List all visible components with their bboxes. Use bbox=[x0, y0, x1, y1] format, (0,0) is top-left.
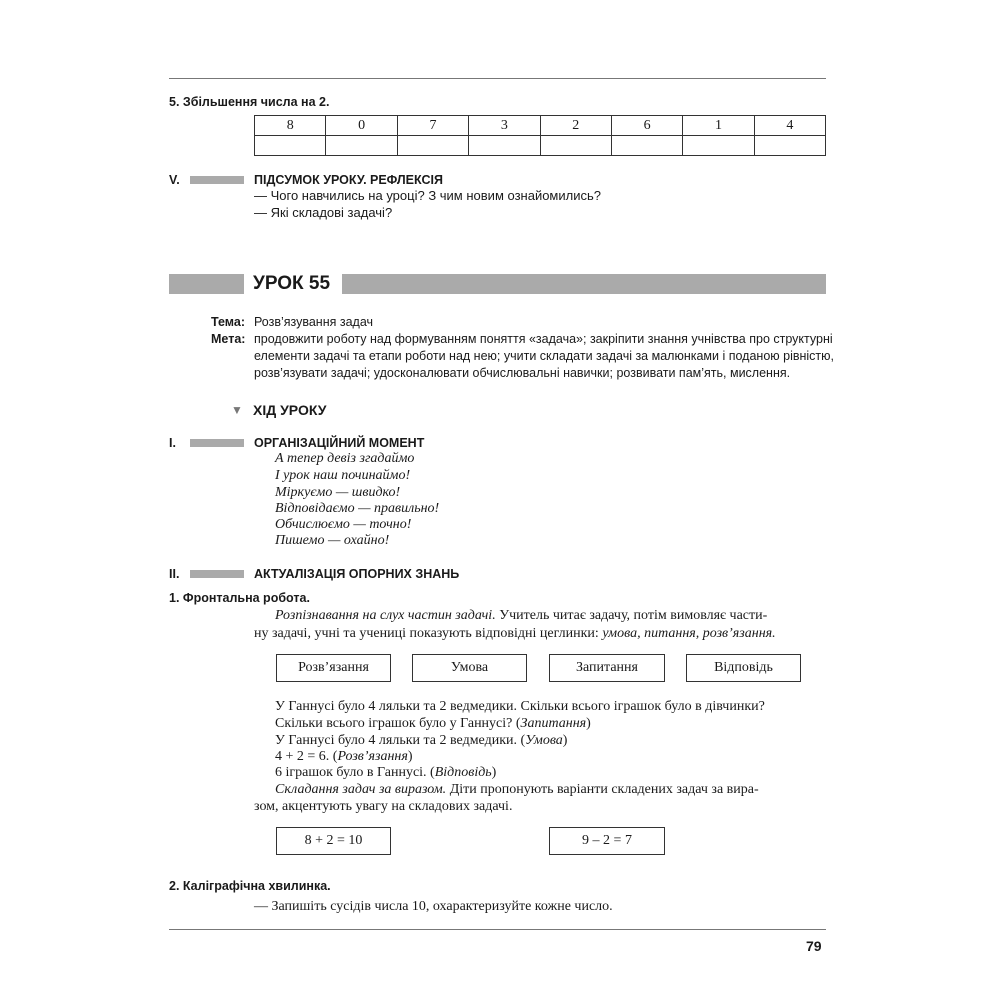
course-title: ХІД УРОКУ bbox=[253, 402, 327, 418]
numbers-table bbox=[254, 115, 826, 156]
task-line-5 bbox=[275, 765, 496, 781]
paragraph-1-italic: Розпізнавання на слух частин задачі. bbox=[275, 608, 496, 623]
paragraph-1-line-2 bbox=[254, 626, 776, 642]
answer-cell bbox=[255, 136, 326, 156]
section-v-title: ПІДСУМОК УРОКУ. РЕФЛЕКСІЯ bbox=[254, 173, 443, 187]
close-paren: ) bbox=[562, 733, 568, 748]
goal-line-2: елементи задачі та етапи роботи над нею; учити складати задачі за малюнками і поданою рівністю, bbox=[254, 349, 834, 363]
expression-box-1: 8 + 2 = 10 bbox=[276, 827, 391, 855]
top-rule bbox=[169, 78, 826, 79]
goal-line-1: продовжити роботу над формуванням поняття «задача»; закріпити знання учнівства про структурні bbox=[254, 332, 833, 346]
answer-cell bbox=[540, 136, 611, 156]
task-line-3-text: У Ганнусі було 4 ляльки та 2 ведмедики. ( bbox=[275, 733, 526, 748]
poem-line-2: І урок наш починаймо! bbox=[275, 468, 411, 483]
paragraph-2-text: Діти пропонують варіанти складених задач за вира- bbox=[446, 782, 759, 797]
paragraph-1-line-1 bbox=[275, 608, 767, 624]
task-line-1: У Ганнусі було 4 ляльки та 2 ведмедики. Скільки всього іграшок було в дівчинки? bbox=[275, 699, 765, 714]
paragraph-1-line-2-italic: умова, питання, розв’язання. bbox=[602, 626, 776, 641]
poem-line-4: Відповідаємо — правильно! bbox=[275, 501, 440, 516]
answer-cell bbox=[397, 136, 468, 156]
task-line-4-label: Розв’язання bbox=[337, 749, 408, 764]
task-line-5-text: 6 іграшок було в Ганнусі. ( bbox=[275, 765, 435, 780]
section-ii-bar bbox=[190, 570, 244, 578]
topic-label: Тема: bbox=[211, 315, 245, 329]
section-ii-title: АКТУАЛІЗАЦІЯ ОПОРНИХ ЗНАНЬ bbox=[254, 567, 460, 581]
close-paren: ) bbox=[407, 749, 413, 764]
lesson-bar-right bbox=[342, 274, 826, 294]
topic-text: Розв’язування задач bbox=[254, 315, 374, 329]
poem-line-1: А тепер девіз згадаймо bbox=[275, 451, 415, 466]
task-line-2-label: Запитання bbox=[520, 716, 587, 731]
section-ii-numeral: II. bbox=[169, 567, 180, 581]
brick-question: Запитання bbox=[549, 654, 665, 682]
section-5-title: 5. Збільшення числа на 2. bbox=[169, 95, 330, 109]
number-cell: 8 bbox=[255, 116, 326, 136]
lesson-bar-left bbox=[169, 274, 244, 294]
number-cell: 2 bbox=[540, 116, 611, 136]
answer-cell bbox=[469, 136, 540, 156]
paragraph-1-text: Учитель читає задачу, потім вимовляє части- bbox=[495, 608, 768, 623]
answer-cell bbox=[326, 136, 397, 156]
answers-row bbox=[255, 136, 826, 156]
task-line-5-label: Відповідь bbox=[434, 765, 492, 780]
task-line-3 bbox=[275, 733, 567, 749]
poem-line-5: Обчислюємо — точно! bbox=[275, 517, 412, 532]
subsection-2-title: 2. Каліграфічна хвилинка. bbox=[169, 879, 331, 893]
number-cell: 1 bbox=[683, 116, 754, 136]
brick-solution: Розв’язання bbox=[276, 654, 391, 682]
lesson-title: УРОК 55 bbox=[253, 273, 331, 294]
section-v-question-2: — Які складові задачі? bbox=[254, 205, 393, 220]
task-line-2-text: Скільки всього іграшок було у Ганнусі? ( bbox=[275, 716, 521, 731]
subsection-1-title: 1. Фронтальна робота. bbox=[169, 591, 310, 605]
goal-label: Мета: bbox=[211, 332, 246, 346]
poem-line-3: Міркуємо — швидко! bbox=[275, 485, 401, 500]
paragraph-2-line-2: зом, акцентують увагу на складових задачі. bbox=[254, 799, 513, 814]
numbers-row bbox=[255, 116, 826, 136]
paragraph-2-line-1 bbox=[275, 782, 759, 798]
brick-answer: Відповідь bbox=[686, 654, 801, 682]
close-paren: ) bbox=[586, 716, 591, 731]
section-v-question-1: — Чого навчились на уроці? З чим новим ознайомились? bbox=[254, 188, 601, 203]
course-triangle-icon: ▼ bbox=[231, 403, 243, 417]
number-cell: 6 bbox=[611, 116, 682, 136]
section-v-bar bbox=[190, 176, 244, 184]
section-i-title: ОРГАНІЗАЦІЙНИЙ МОМЕНТ bbox=[254, 436, 425, 450]
number-cell: 0 bbox=[326, 116, 397, 136]
brick-condition: Умова bbox=[412, 654, 527, 682]
close-paren: ) bbox=[491, 765, 497, 780]
number-cell: 3 bbox=[469, 116, 540, 136]
section-i-numeral: I. bbox=[169, 436, 176, 450]
calligraphy-instruction: — Запишіть сусідів числа 10, охарактеризуйте кожне число. bbox=[254, 899, 613, 914]
bottom-rule bbox=[169, 929, 826, 930]
page-number: 79 bbox=[806, 938, 822, 954]
goal-line-3: розв’язувати задачі; удосконалювати обчислювальні навички; розвивати пам’ять, мислення. bbox=[254, 366, 791, 380]
task-line-4-text: 4 + 2 = 6. ( bbox=[275, 749, 338, 764]
task-line-3-label: Умова bbox=[525, 733, 563, 748]
number-cell: 7 bbox=[397, 116, 468, 136]
answer-cell bbox=[683, 136, 754, 156]
section-i-bar bbox=[190, 439, 244, 447]
answer-cell bbox=[611, 136, 682, 156]
paragraph-2-italic: Складання задач за виразом. bbox=[275, 782, 447, 797]
paragraph-1-line-2-text: ну задачі, учні та учениці показують відповідні цеглинки: bbox=[254, 626, 603, 641]
section-v-numeral: V. bbox=[169, 173, 180, 187]
answer-cell bbox=[754, 136, 825, 156]
number-cell: 4 bbox=[754, 116, 825, 136]
task-line-2 bbox=[275, 716, 591, 732]
expression-box-2: 9 – 2 = 7 bbox=[549, 827, 665, 855]
poem-line-6: Пишемо — охайно! bbox=[275, 533, 390, 548]
task-line-4 bbox=[275, 749, 413, 765]
